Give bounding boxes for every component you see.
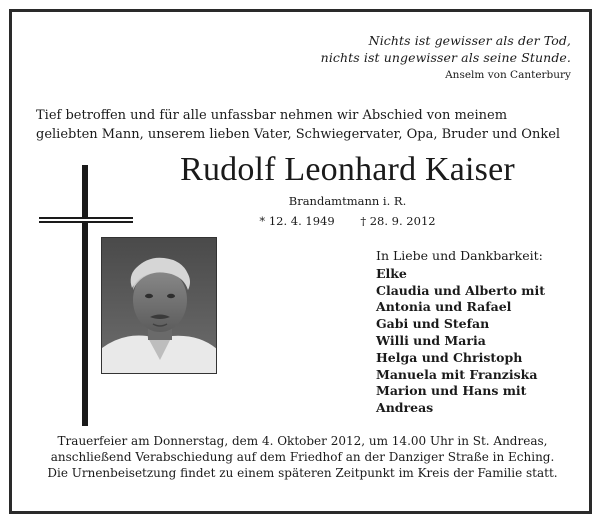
life-dates <box>90 213 605 229</box>
intro-text <box>36 106 571 144</box>
funeral-details <box>20 433 585 481</box>
mourner-line: Helga und Christoph <box>376 349 523 365</box>
mourner-line: Manuela mit Franziska <box>376 366 538 382</box>
death-date: † 28. 9. 2012 <box>360 214 436 228</box>
mourners-lead: In Liebe und Dankbarkeit: <box>376 248 543 263</box>
mourner-line: Andreas <box>376 400 434 416</box>
footer-line-3: Die Urnenbeisetzung findet zu einem späteren Zeitpunkt im Kreis der Familie statt. <box>47 466 558 480</box>
cross-crossbar-gap <box>39 219 133 221</box>
footer-line-1: Trauerfeier am Donnerstag, dem 4. Oktober 2012, um 14.00 Uhr in St. Andreas, <box>57 434 548 448</box>
mourners-list <box>376 248 545 417</box>
mourner-line: Gabi und Stefan <box>376 316 490 332</box>
mourner-line: Antonia und Rafael <box>376 299 512 315</box>
quote-author: Anselm von Canterbury <box>445 69 571 81</box>
mourner-line: Marion und Hans mit <box>376 383 527 399</box>
quote-line-2: nichts ist ungewisser als seine Stunde. <box>320 50 571 65</box>
cross-icon <box>82 165 88 426</box>
deceased-title: Brandamtmann i. R. <box>288 194 407 208</box>
birth-date: * 12. 4. 1949 <box>259 214 335 228</box>
portrait-photo <box>101 237 217 374</box>
intro-line-2: geliebten Mann, unserem lieben Vater, Schwiegervater, Opa, Bruder und Onkel <box>36 127 561 142</box>
mourner-line: Elke <box>376 265 407 281</box>
quote-block <box>321 32 571 83</box>
intro-line-1: Tief betroffen und für alle unfassbar nehmen wir Abschied von meinem <box>36 108 508 123</box>
deceased-name: Rudolf Leonhard Kaiser <box>180 151 515 188</box>
mourner-line: Willi und Maria <box>376 332 486 348</box>
portrait-illustration <box>102 238 217 374</box>
footer-line-2: anschließend Verabschiedung auf dem Friedhof an der Danziger Straße in Eching. <box>50 450 555 464</box>
mourner-line: Claudia und Alberto mit <box>376 282 546 298</box>
quote-line-1: Nichts ist gewisser als der Tod, <box>368 33 571 48</box>
